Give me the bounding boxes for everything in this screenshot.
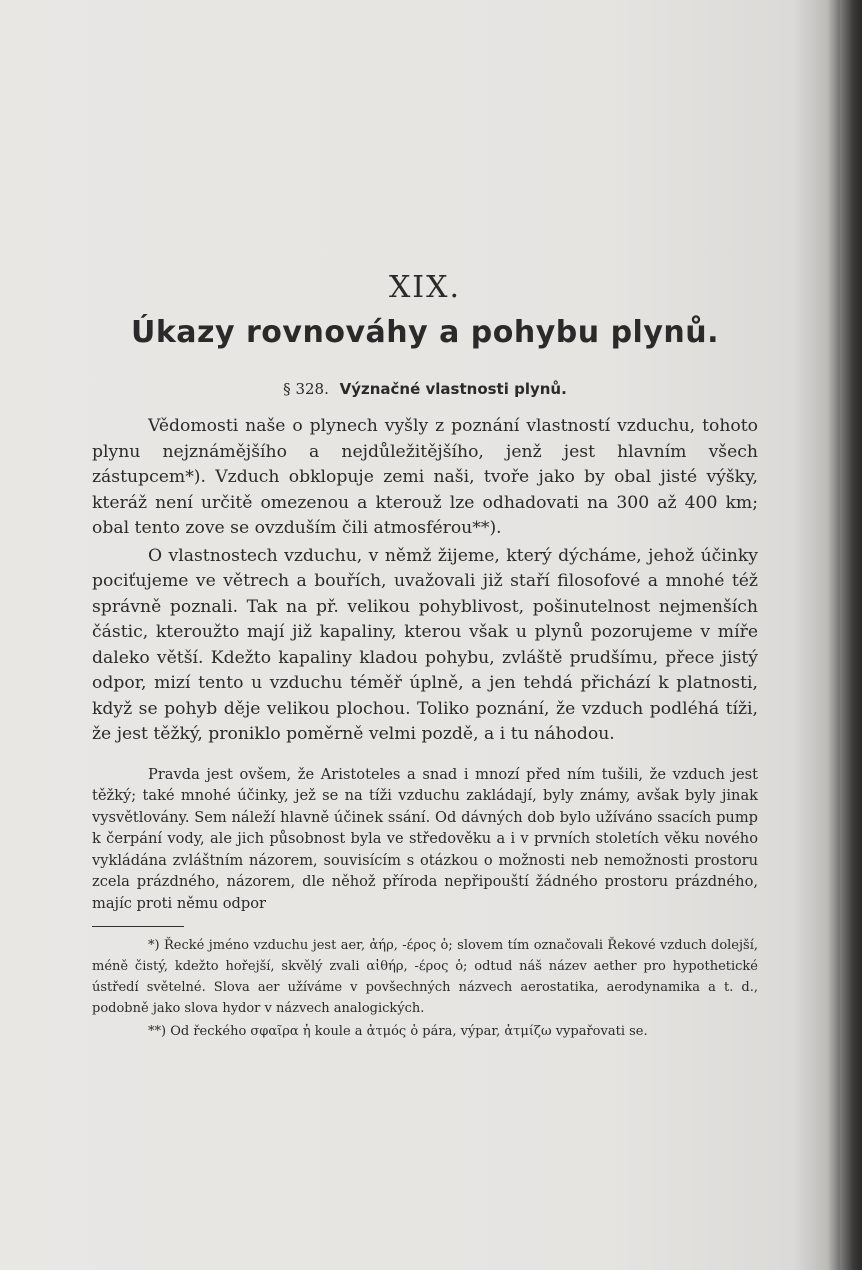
page-content <box>92 270 758 1042</box>
section-title: Význačné vlastnosti plynů. <box>339 380 567 398</box>
chapter-number: XIX. <box>388 270 462 305</box>
body-paragraph-2: O vlastnostech vzduchu, v němž žijeme, který dýcháme, jehož účinky pociťujeme ve větrech a bouřích, uvažovali již staří filosofové a mnohé též správně poznali. Tak na př. velikou pohyblivost, pošinutelnost nejmenších částic, kteroužto mají již kapaliny, kterou však u plynů pozorujeme v míře daleko větší. Kdežto kapaliny kladou pohybu, zvláště prudšímu, přece jistý odpor, mizí tento u vzduchu téměř úplně, a jen tehdá přichází k platnosti, když se pohyb děje velikou plochou. Toliko poznání, že vzduch podléhá tíži, že jest těžký, proniklo poměrně velmi pozdě, a i tu náhodou. <box>92 545 758 744</box>
chapter-title: Úkazy rovnováhy a pohybu plynů. <box>131 315 719 350</box>
section-heading <box>92 380 758 398</box>
footnote-divider <box>92 926 184 927</box>
body-paragraph-1: Vědomosti naše o plynech vyšly z poznání vlastností vzduchu, tohoto plynu nejznámějšího a nejdůležitějšího, jenž jest hlavním všech zástupcem*). Vzduch obklopuje zemi naši, tvoře jako by obal jisté výšky, kteráž není určitě omezenou a kterouž lze odhadovati na 300 až 400 km; obal tento zove se ovzduším čili atmosférou**). <box>92 416 758 538</box>
book-spine-shadow <box>840 0 862 1270</box>
small-print-paragraph: Pravda jest ovšem, že Aristoteles a snad i mnozí před ním tušili, že vzduch jest těžký; také mnohé účinky, jež se na tíži vzduchu zakládají, byly známy, avšak byly jinak vysvětlovány. Sem náleží hlavně účinek ssání. Od dávných dob bylo užíváno ssacích pump k čerpání vody, ale jich působnost byla ve středověku a i v prvních stoletích věku nového vykládána zvláštním názorem, souvisícím s otázkou o možnosti neb nemožnosti prostoru zcela prázdného, názorem, dle něhož příroda nepřipouští žádného prostoru prázdného, majíc proti němu odpor <box>92 765 758 912</box>
section-number: § 328. <box>283 380 329 398</box>
footnote-1: *) Řecké jméno vzduchu jest aer, ἀήρ, -έρος ὁ; slovem tím označovali Řekové vzduch dolejší, méně čistý, kdežto hořejší, skvělý zvali αἰθήρ, -έρος ὁ; odtud náš název aether pro hypothetické ústředí světelné. Slova aer užíváme v povšechných názvech aerostatika, aerodynamika a t. d., podobně jako slova hydor v názvech analogických. <box>92 938 758 1016</box>
footnote-2: **) Od řeckého σφαῖρα ἡ koule a ἀτμός ὁ pára, výpar, ἀτμίζω vypařovati se. <box>148 1024 648 1039</box>
